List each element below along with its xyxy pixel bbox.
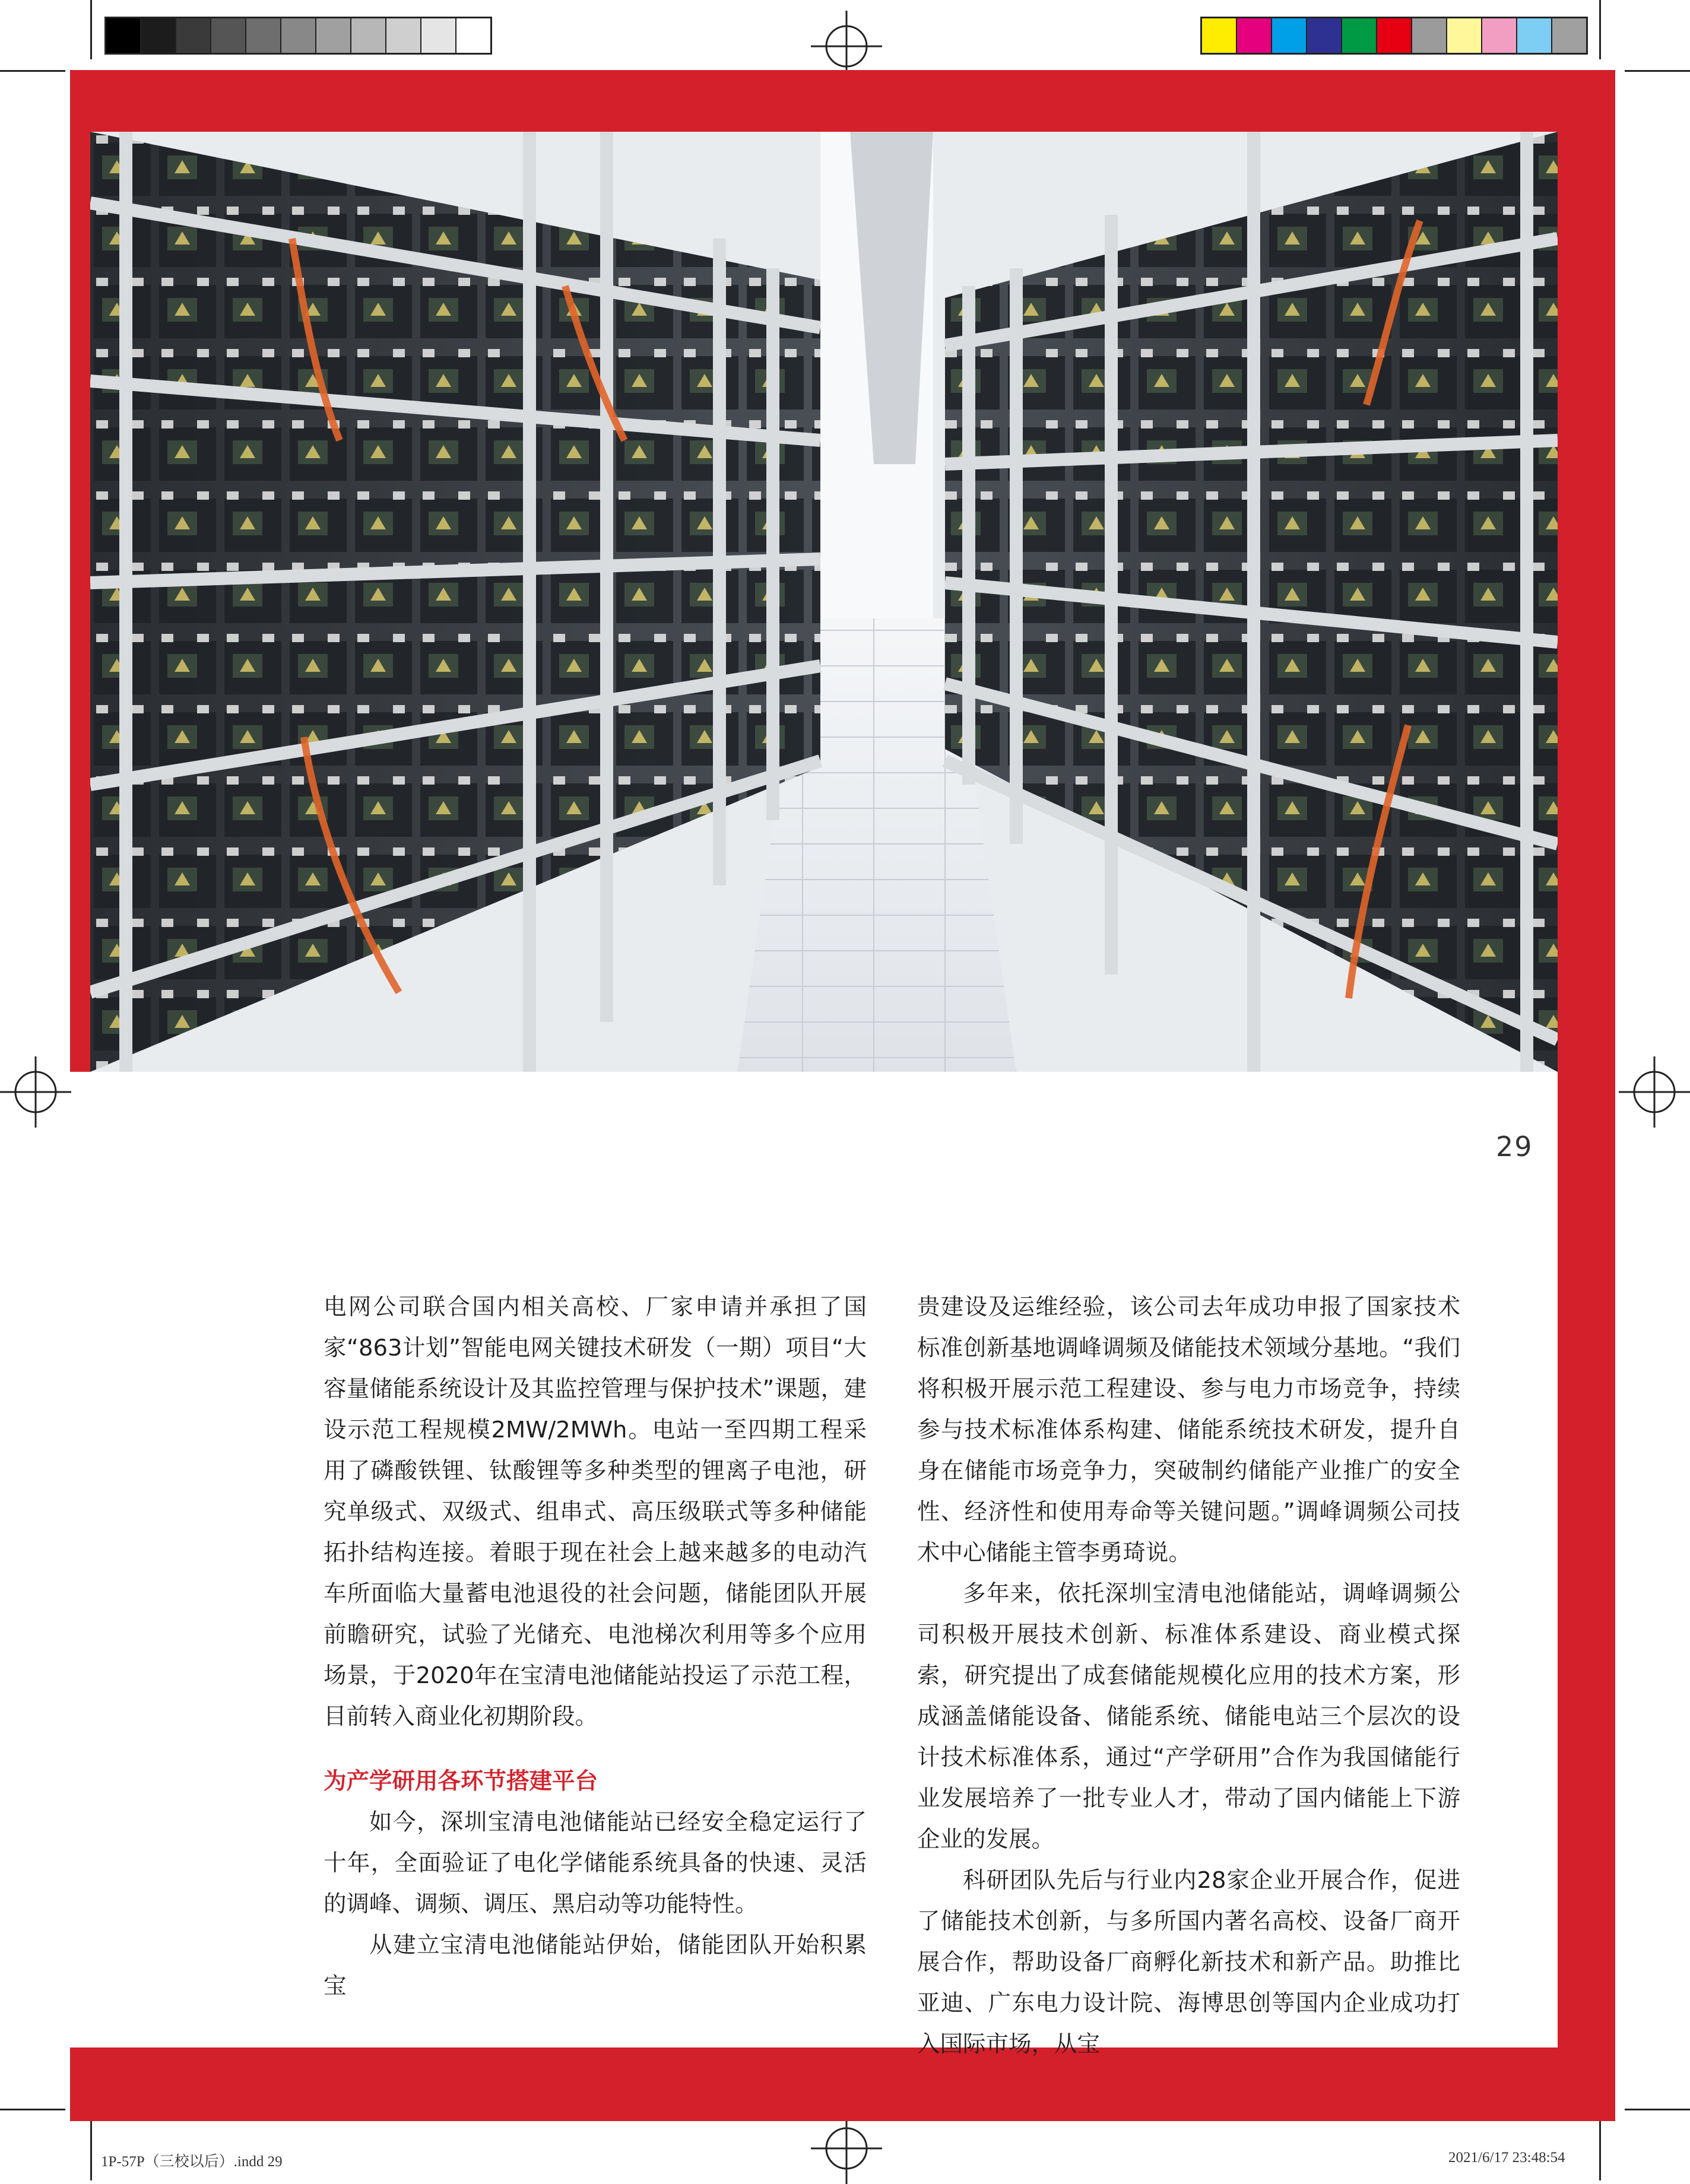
color-swatch: [1377, 18, 1412, 53]
crop-mark-bottom-left-h: [0, 2109, 65, 2110]
color-swatch: [1552, 18, 1586, 53]
paragraph: 如今，深圳宝清电池储能站已经安全稳定运行了十年，全面验证了电化学储能系统具备的快速、灵活的调峰、调频、调压、黑启动等功能特性。: [324, 1809, 867, 1918]
registration-mark-bottom: [811, 2113, 882, 2184]
color-swatch: [316, 18, 351, 53]
crop-mark-top-left-h: [0, 70, 65, 72]
crop-mark-bottom-right-v: [1599, 2121, 1601, 2180]
crop-mark-bottom-left-v: [90, 2121, 92, 2180]
color-swatch: [141, 18, 176, 53]
gray-color-bar: [104, 17, 492, 55]
color-swatch: [1237, 18, 1272, 53]
color-swatch: [1517, 18, 1552, 53]
paragraph: 贵建设及运维经验，该公司去年成功申报了国家技术标准创新基地调峰调频及储能技术领域分基地。“我们将积极开展示范工程建设、参与电力市场竞争，持续参与技术标准体系构建、储能系统技术研发，提升自身在储能市场竞争力，突破制约储能产业推广的安全性、经济性和使用寿命等关键问题。”调峰调频公司技术中心储能主管李勇琦说。: [917, 1294, 1460, 1566]
color-swatch: [1482, 18, 1517, 53]
crop-mark-bottom-right-h: [1625, 2109, 1690, 2110]
color-swatch: [246, 18, 281, 53]
process-color-bar: [1200, 17, 1588, 55]
article-right-column: [917, 1287, 1460, 2065]
color-swatch: [1272, 18, 1307, 53]
color-swatch: [281, 18, 316, 53]
color-swatch: [351, 18, 386, 53]
slug-timestamp: 2021/6/17 23:48:54: [1448, 2150, 1565, 2166]
color-swatch: [176, 18, 211, 53]
color-swatch: [1307, 18, 1342, 53]
color-swatch: [456, 18, 490, 53]
color-swatch: [1342, 18, 1377, 53]
color-swatch: [211, 18, 246, 53]
color-swatch: [421, 18, 456, 53]
registration-mark-right: [1619, 1056, 1690, 1128]
red-frame-right: [1558, 70, 1615, 2121]
color-swatch: [1202, 18, 1237, 53]
crop-mark-top-right-v: [1599, 0, 1601, 59]
paragraph: 科研团队先后与行业内28家企业开展合作，促进了储能技术创新，与多所国内著名高校、设备厂商开展合作，帮助设备厂商孵化新技术和新产品。助推比亚迪、广东电力设计院、海博思创等国内企业成功打入国际市场，从宝: [917, 1867, 1460, 2058]
color-swatch: [106, 18, 141, 53]
crop-mark-top-left-v: [90, 0, 92, 59]
battery-room-photo: [90, 132, 1558, 1072]
color-swatch: [1412, 18, 1447, 53]
color-swatch: [1447, 18, 1482, 53]
red-frame-top: [70, 70, 1615, 132]
paragraph: 电网公司联合国内相关高校、厂家申请并承担了国家“863计划”智能电网关键技术研发（一期）项目“大容量储能系统设计及其监控管理与保护技术”课题，建设示范工程规模2MW/2MWh。电站一至四期工程采用了磷酸铁锂、钛酸锂等多种类型的锂离子电池，研究单级式、双级式、组串式、高压级联式等多种储能拓扑结构连接。着眼于现在社会上越来越多的电动汽车所面临大量蓄电池退役的社会问题，储能团队开展前瞻研究，试验了光储充、电池梯次利用等多个应用场景，于2020年在宝清电池储能站投运了示范工程，目前转入商业化初期阶段。: [324, 1294, 867, 1730]
section-heading: 为产学研用各环节搭建平台: [324, 1768, 598, 1795]
registration-mark-left: [0, 1056, 71, 1128]
red-frame-left: [70, 70, 90, 1072]
article-left-column: [324, 1287, 867, 2007]
slug-filename: 1P-57P（三校以后）.indd 29: [101, 2154, 283, 2170]
paragraph: 多年来，依托深圳宝清电池储能站，调峰调频公司积极开展技术创新、标准体系建设、商业模式探索，研究提出了成套储能规模化应用的技术方案，形成涵盖储能设备、储能系统、储能电站三个层次的设计技术标准体系，通过“产学研用”合作为我国储能行业发展培养了一批专业人才，带动了国内储能上下游企业的发展。: [917, 1580, 1460, 1853]
color-swatch: [386, 18, 421, 53]
paragraph: 从建立宝清电池储能站伊始，储能团队开始积累宝: [324, 1932, 867, 1999]
crop-mark-top-right-h: [1625, 70, 1690, 72]
page-number: 29: [1496, 1131, 1533, 1163]
